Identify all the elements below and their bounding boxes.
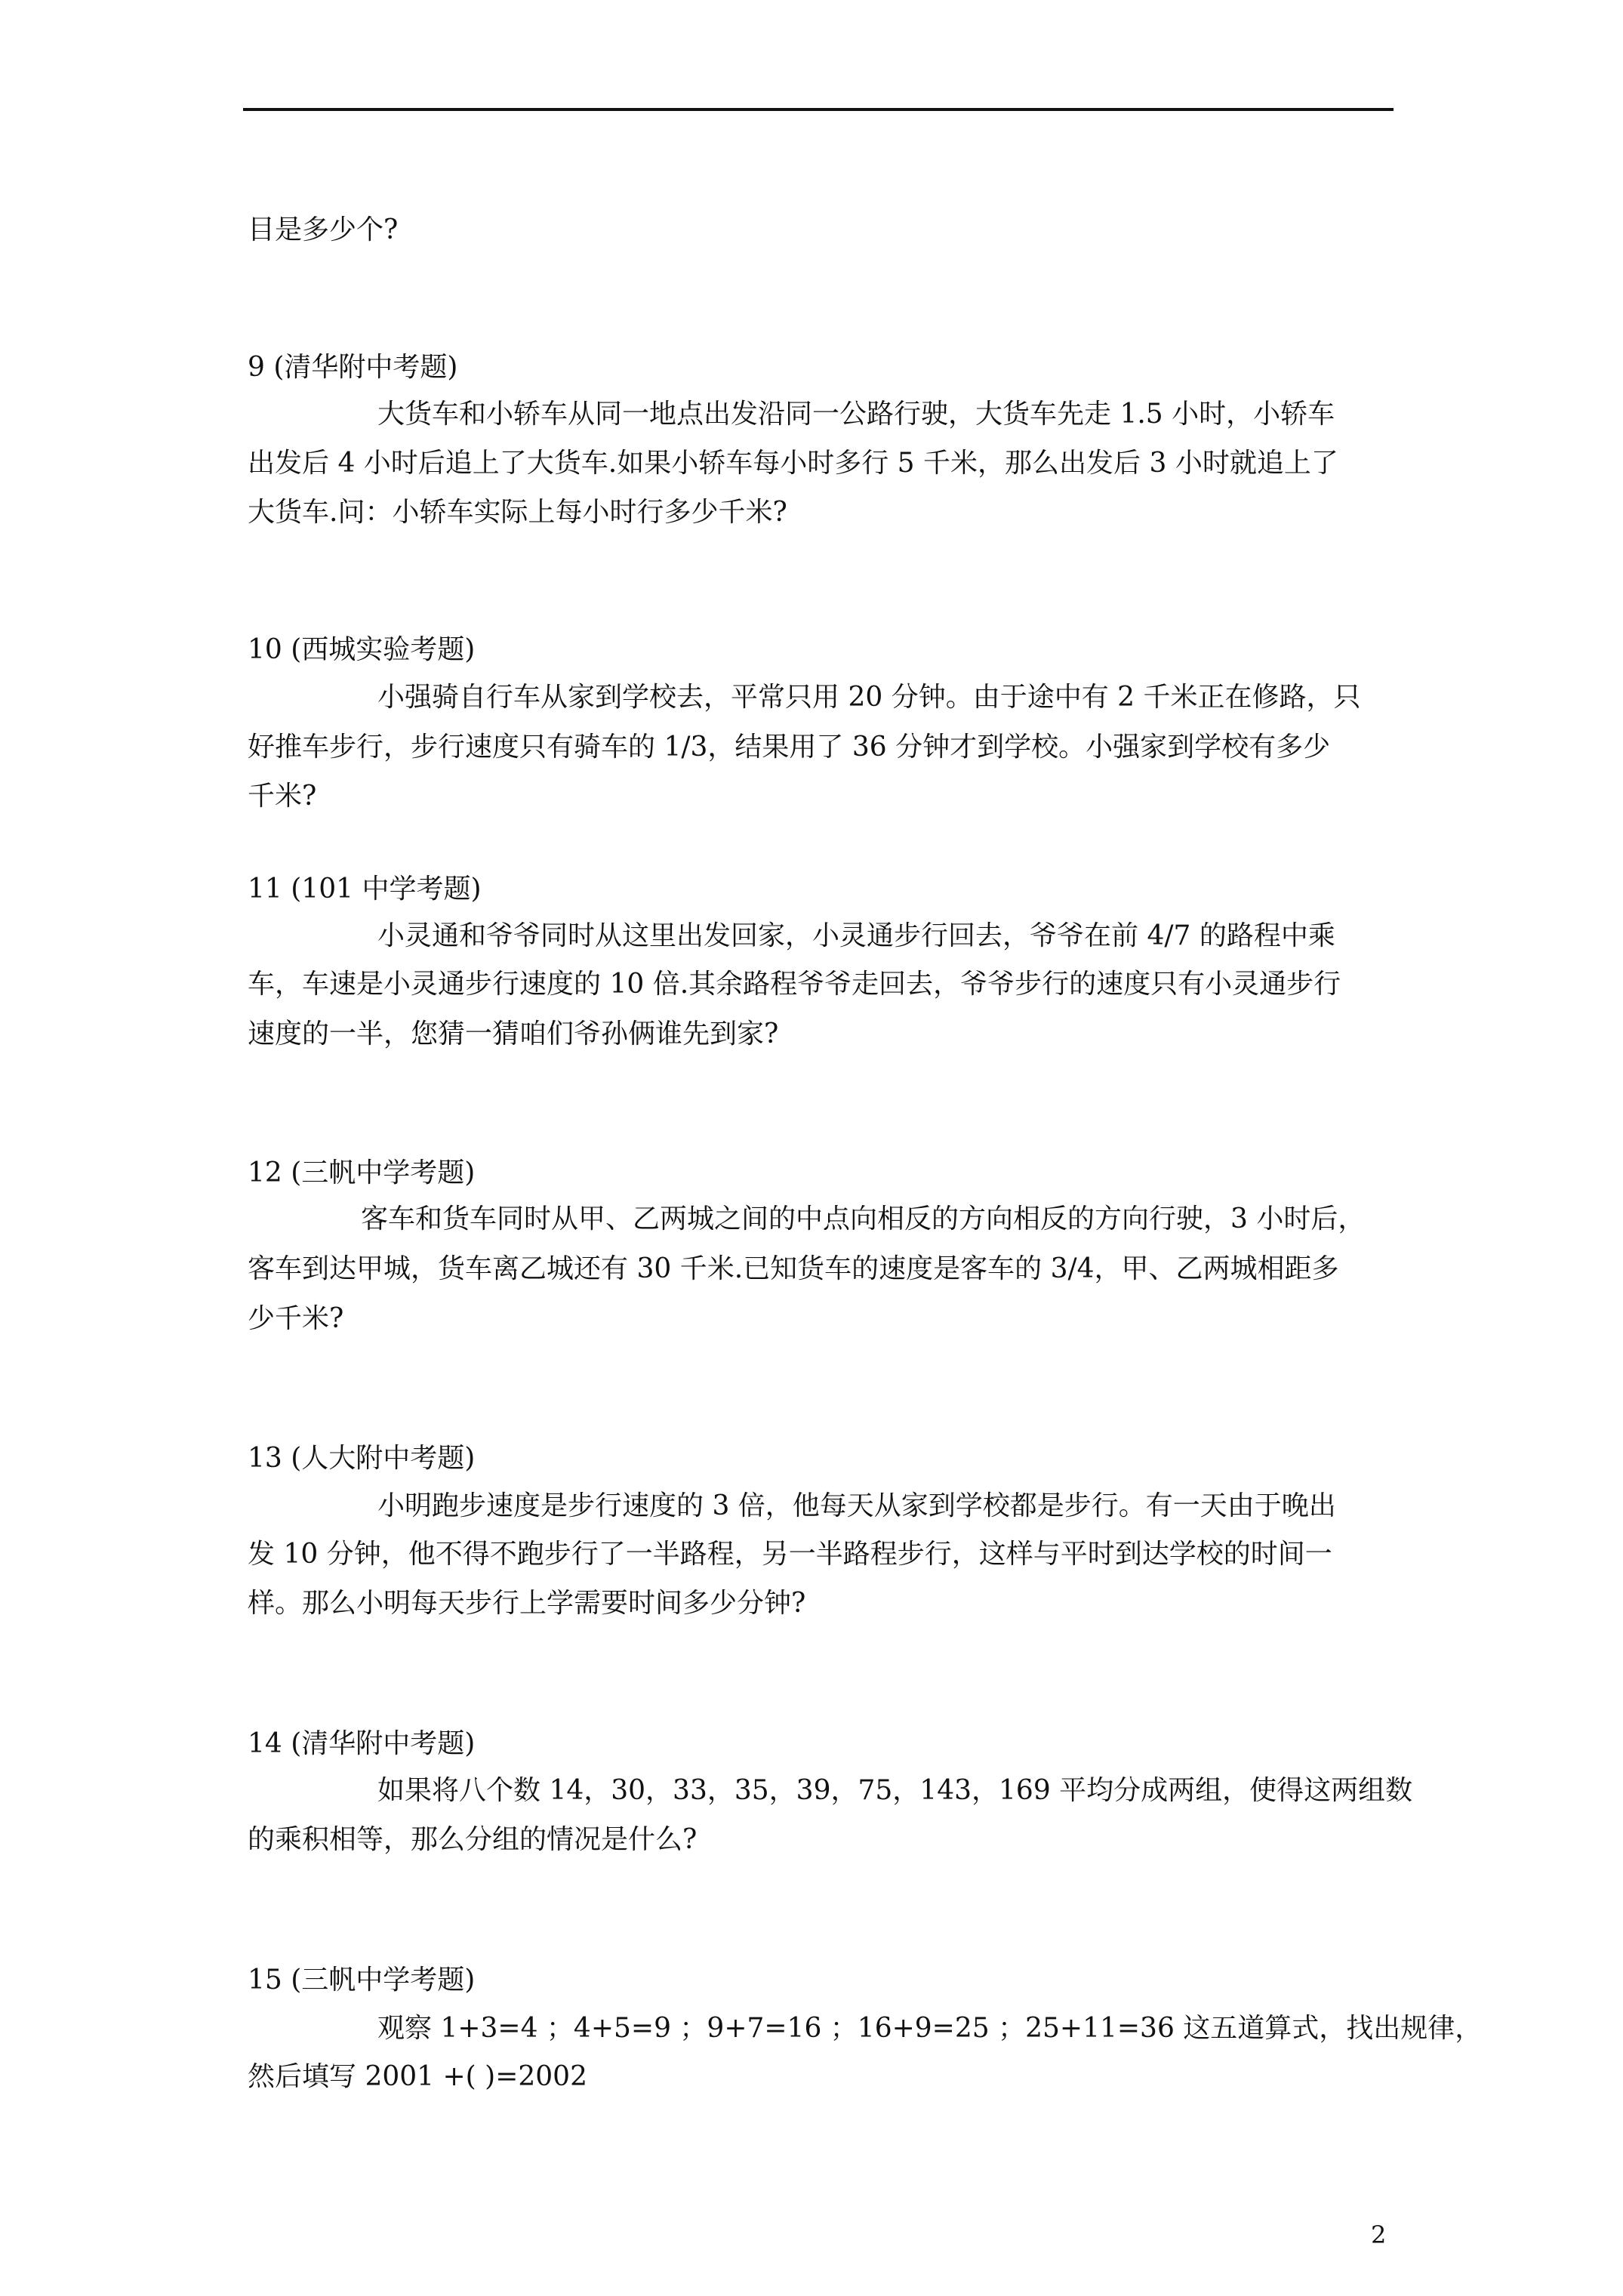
problem-text-line: 客车到达甲城，货车离乙城还有 30 千米.已知货车的速度是客车的 3/4，甲、乙两城相距多: [248, 1253, 1339, 1284]
problem-text-line: 车，车速是小灵通步行速度的 10 倍.其余路程爷爷走回去，爷爷步行的速度只有小灵通步行: [248, 969, 1341, 1000]
problem-text-line: 样。那么小明每天步行上学需要时间多少分钟?: [248, 1588, 806, 1619]
problem-heading: 9 (清华附中考题): [248, 352, 458, 383]
problem-text-line: 小灵通和爷爷同时从这里出发回家，小灵通步行回去，爷爷在前 4/7 的路程中乘: [377, 920, 1335, 951]
problem-heading: 10 (西城实验考题): [248, 634, 476, 665]
problem-text-line: 小明跑步速度是步行速度的 3 倍，他每天从家到学校都是步行。有一天由于晚出: [377, 1490, 1336, 1521]
continuation-text: 目是多少个?: [248, 214, 399, 245]
problem-text-line: 如果将八个数 14，30，33，35，39，75，143，169 平均分成两组，使得这两组数: [377, 1775, 1413, 1806]
problem-text-line: 速度的一半，您猜一猜咱们爷孙俩谁先到家?: [248, 1019, 779, 1049]
problem-text-line: 发 10 分钟，他不得不跑步行了一半路程，另一半路程步行，这样与平时到达学校的时间一: [248, 1539, 1332, 1570]
problem-heading: 14 (清华附中考题): [248, 1728, 476, 1759]
problem-heading: 15 (三帆中学考题): [248, 1965, 476, 1996]
problem-heading: 12 (三帆中学考题): [248, 1157, 476, 1188]
problem-text-line: 千米?: [248, 781, 317, 812]
problem-text-line: 的乘积相等，那么分组的情况是什么?: [248, 1824, 698, 1855]
page-number: 2: [1371, 2220, 1387, 2249]
problem-text-line: 少千米?: [248, 1303, 344, 1334]
problem-text-line: 客车和货车同时从甲、乙两城之间的中点向相反的方向相反的方向行驶，3 小时后，: [361, 1203, 1366, 1234]
problem-text-line: 大货车.问：小轿车实际上每小时行多少千米?: [248, 497, 787, 528]
problem-text-line: 大货车和小轿车从同一地点出发沿同一公路行驶，大货车先走 1.5 小时，小轿车: [377, 399, 1335, 430]
problem-text-line: 观察 1+3=4 ；4+5=9 ；9+7=16 ；16+9=25 ；25+11=36 这五道算式，找出规律，: [377, 2013, 1483, 2044]
problem-text-line: 然后填写 2001 +( )=2002: [248, 2061, 587, 2092]
problem-text-line: 好推车步行，步行速度只有骑车的 1/3，结果用了 36 分钟才到学校。小强家到学校有多少: [248, 732, 1331, 763]
problem-text-line: 小强骑自行车从家到学校去，平常只用 20 分钟。由于途中有 2 千米正在修路，只: [377, 682, 1361, 713]
header-rule: [243, 108, 1394, 111]
problem-text-line: 出发后 4 小时后追上了大货车.如果小轿车每小时多行 5 千米，那么出发后 3 小时就追上了: [248, 448, 1338, 479]
problem-heading: 13 (人大附中考题): [248, 1443, 476, 1474]
problem-heading: 11 (101 中学考题): [248, 874, 482, 905]
